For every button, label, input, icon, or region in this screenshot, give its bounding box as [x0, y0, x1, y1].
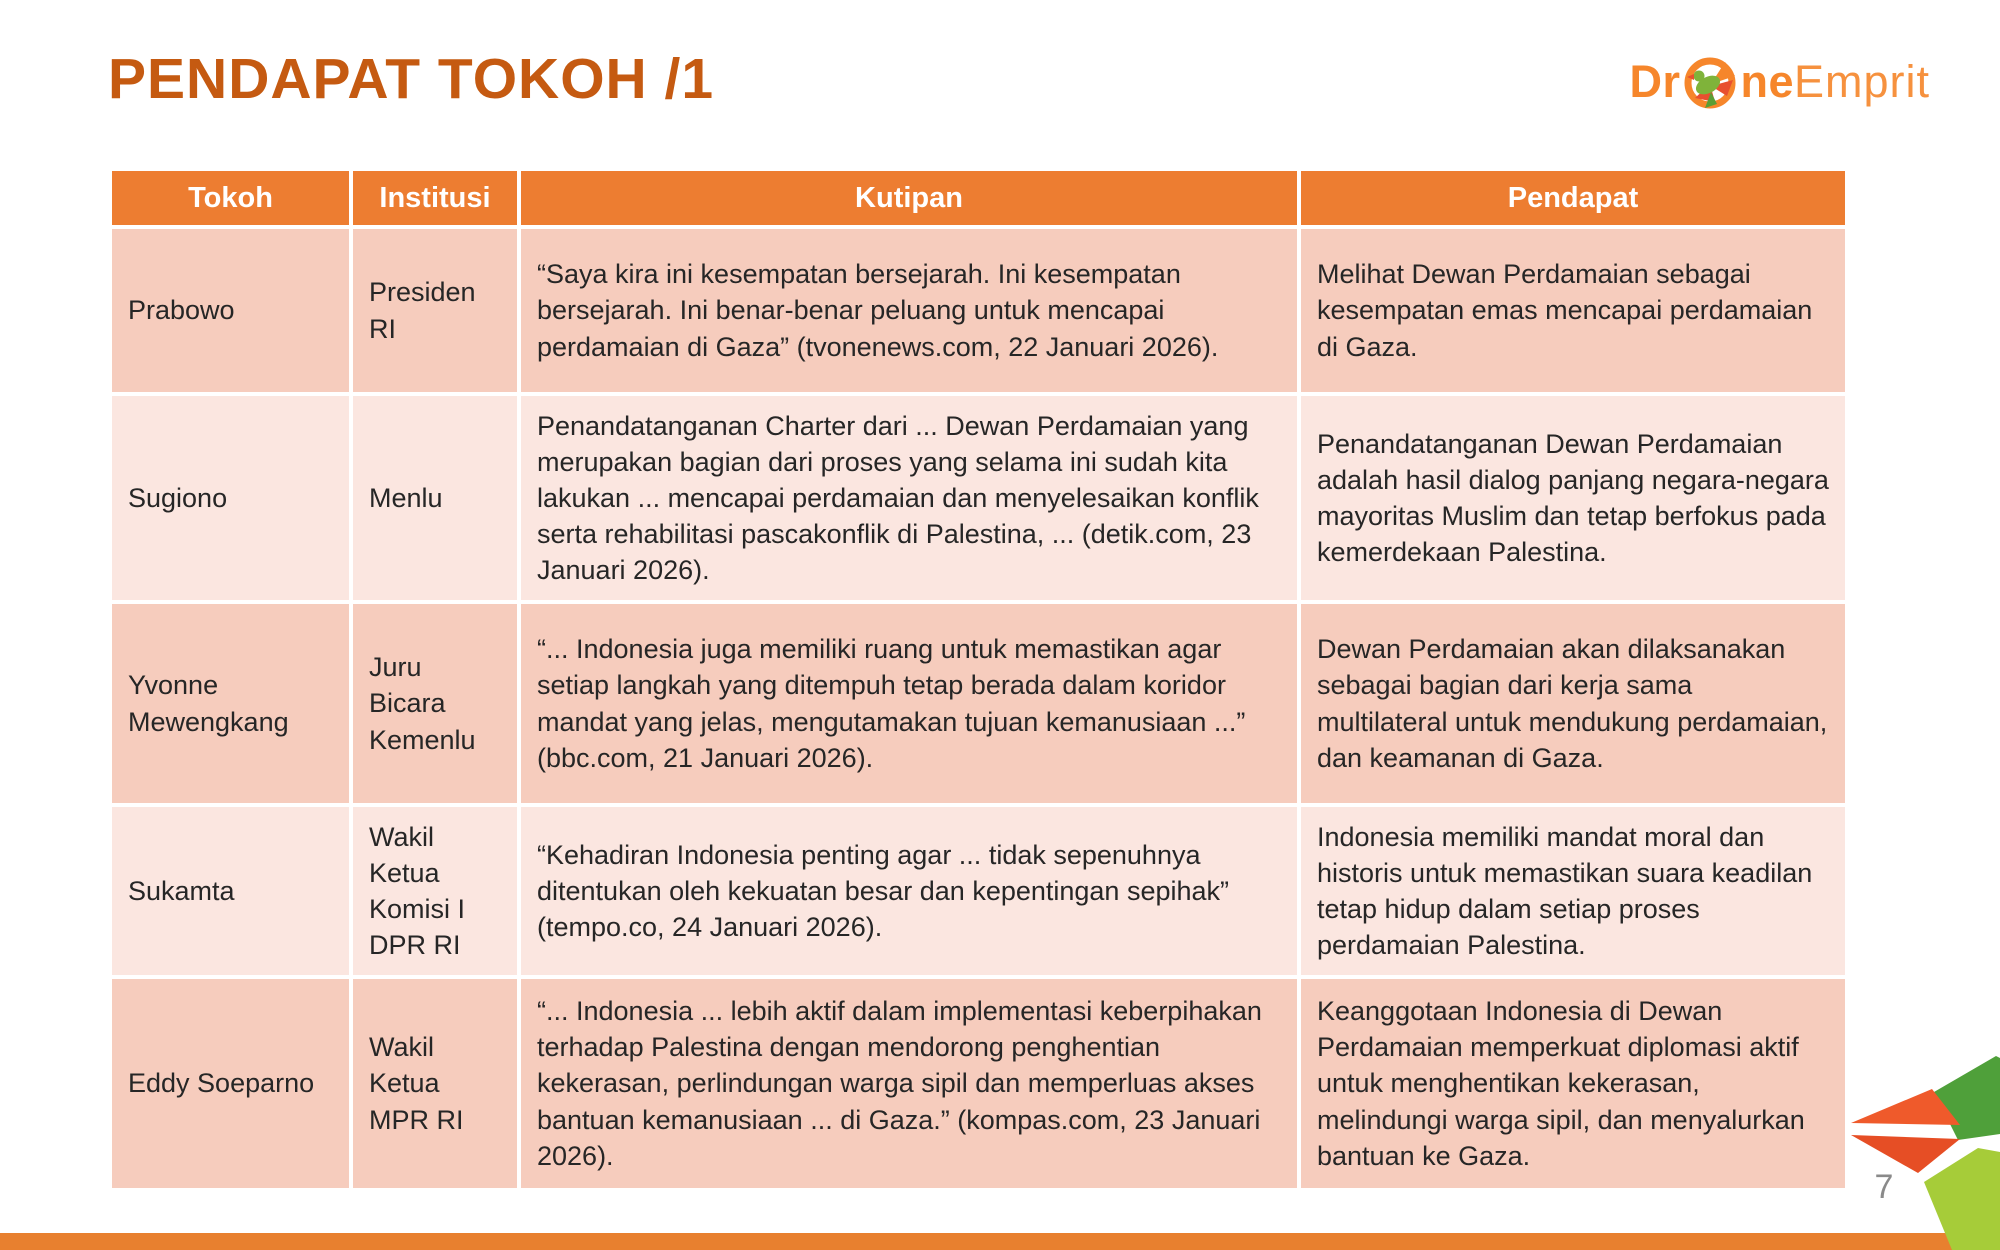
- cell-pendapat: Melihat Dewan Perdamaian sebagai kesempatan emas mencapai perdamaian di Gaza.: [1299, 227, 1847, 394]
- decor-dark-green-shape: [1934, 1056, 2000, 1140]
- cell-institusi: Menlu: [351, 394, 519, 602]
- cell-tokoh: Eddy Soeparno: [110, 977, 351, 1190]
- cell-tokoh: Sukamta: [110, 805, 351, 977]
- table-row: [110, 602, 1847, 805]
- page-title: PENDAPAT TOKOH /1: [108, 47, 715, 111]
- column-header-pendapat: Pendapat: [1299, 169, 1847, 227]
- logo-text-ne: ne: [1740, 55, 1794, 107]
- cell-tokoh: Prabowo: [110, 227, 351, 394]
- cell-kutipan: “... Indonesia juga memiliki ruang untuk memastikan agar setiap langkah yang ditempuh tetap berada dalam koridor mandat yang jelas, mengutamakan tujuan kemanusiaan ...” (bbc.com, 21 Januari 2026).: [519, 602, 1299, 805]
- column-header-kutipan: Kutipan: [519, 169, 1299, 227]
- cell-pendapat: Penandatanganan Dewan Perdamaian adalah hasil dialog panjang negara-negara mayoritas Muslim dan tetap berfokus pada kemerdekaan Palestina.: [1299, 394, 1847, 602]
- cell-institusi: Presiden RI: [351, 227, 519, 394]
- table-row: [110, 805, 1847, 977]
- cell-pendapat: Dewan Perdamaian akan dilaksanakan sebagai bagian dari kerja sama multilateral untuk mendukung perdamaian, dan keamanan di Gaza.: [1299, 602, 1847, 805]
- opinion-table: [108, 167, 1849, 1192]
- cell-institusi: Juru Bicara Kemenlu: [351, 602, 519, 805]
- cell-kutipan: “... Indonesia ... lebih aktif dalam implementasi keberpihakan terhadap Palestina dengan mendorong penghentian kekerasan, perlindungan warga sipil dan memperluas akses bantuan kemanusiaan ... di Gaza.” (kompas.com, 23 Januari 2026).: [519, 977, 1299, 1190]
- logo-text-dr: Dr: [1629, 55, 1681, 107]
- table-header-row: [110, 169, 1847, 227]
- cell-kutipan: “Kehadiran Indonesia penting agar ... tidak sepenuhnya ditentukan oleh kekuatan besar dan kepentingan sepihak” (tempo.co, 24 Januari 2026).: [519, 805, 1299, 977]
- table-row: [110, 227, 1847, 394]
- cell-institusi: Wakil Ketua Komisi I DPR RI: [351, 805, 519, 977]
- cell-tokoh: Sugiono: [110, 394, 351, 602]
- cell-pendapat: Keanggotaan Indonesia di Dewan Perdamaian memperkuat diplomasi aktif untuk menghentikan kekerasan, melindungi warga sipil, dan menyalurkan bantuan ke Gaza.: [1299, 977, 1847, 1190]
- cell-kutipan: “Saya kira ini kesempatan bersejarah. Ini kesempatan bersejarah. Ini benar-benar peluang untuk mencapai perdamaian di Gaza” (tvonenews.com, 22 Januari 2026).: [519, 227, 1299, 394]
- bottom-accent-bar: [0, 1233, 2000, 1250]
- logo-text-emprit: Emprit: [1793, 55, 1930, 107]
- cell-institusi: Wakil Ketua MPR RI: [351, 977, 519, 1190]
- cell-tokoh: Yvonne Mewengkang: [110, 602, 351, 805]
- decor-orange-triangle-bottom: [1851, 1135, 1960, 1173]
- corner-decoration: [1838, 1052, 2000, 1250]
- cell-pendapat: Indonesia memiliki mandat moral dan historis untuk memastikan suara keadilan tetap hidup dalam setiap proses perdamaian Palestina.: [1299, 805, 1847, 977]
- droneemprit-bird-icon: [1681, 54, 1739, 112]
- droneemprit-logo: [1629, 52, 1930, 110]
- table-row: [110, 394, 1847, 602]
- page-number: 7: [1874, 1168, 1894, 1206]
- column-header-tokoh: Tokoh: [110, 169, 351, 227]
- column-header-institusi: Institusi: [351, 169, 519, 227]
- table-row: [110, 977, 1847, 1190]
- cell-kutipan: Penandatanganan Charter dari ... Dewan Perdamaian yang merupakan bagian dari proses yang selama ini sudah kita lakukan ... mencapai perdamaian dan menyelesaikan konflik serta rehabilitasi pascakonflik di Palestina, ... (detik.com, 23 Januari 2026).: [519, 394, 1299, 602]
- decor-light-green-shape: [1924, 1148, 2000, 1250]
